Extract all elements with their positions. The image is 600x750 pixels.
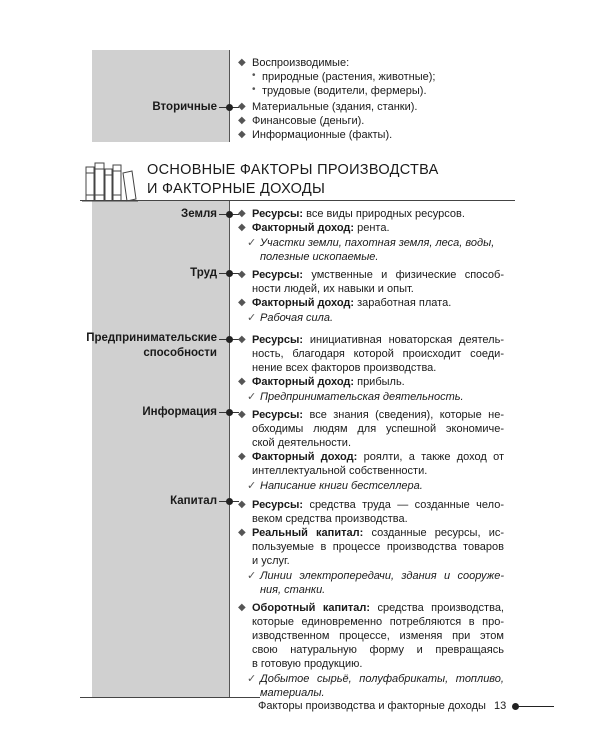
text-line: обходимы людям для успешной экономиче-	[252, 423, 504, 435]
text-line: изводственном процессе, изменяя при этом	[252, 630, 504, 642]
list-item: Материальные (здания, станки).	[252, 101, 418, 113]
diamond-bullet-icon: ◆	[238, 297, 246, 308]
text-line: интеллектуальной собственности.	[252, 465, 428, 477]
diamond-bullet-icon: ◆	[238, 115, 246, 126]
text-line: нение всех факторов производства.	[252, 362, 437, 374]
text-line: которые единовременно потребляются в про-	[252, 616, 504, 628]
text-line: ности людей, их навыки и опыт.	[252, 283, 414, 295]
diamond-bullet-icon: ◆	[238, 499, 246, 510]
connector-dot	[226, 409, 233, 416]
diamond-bullet-icon: ◆	[238, 269, 246, 280]
diamond-bullet-icon: ◆	[238, 129, 246, 140]
text-line: ской деятельности.	[252, 437, 351, 449]
text-line: Ресурсы: все знания (сведения), которые не-	[252, 409, 504, 421]
factor-label-entrepreneurship: Предпринимательские способности	[86, 332, 217, 359]
factor-label-land: Земля	[181, 208, 217, 220]
footer-running-title: Факторы производства и факторные доходы	[258, 700, 486, 712]
dot-bullet-icon: •	[252, 70, 256, 81]
text-line: Факторный доход: прибыль.	[252, 376, 405, 388]
connector-dot	[226, 270, 233, 277]
text-line: Факторный доход: роялти, а также доход от	[252, 451, 505, 463]
diamond-bullet-icon: ◆	[238, 527, 246, 538]
checkmark-icon: ✓	[247, 391, 257, 403]
text-line: пользуемые в процессе производства товаров	[252, 541, 504, 553]
text-line: Ресурсы: средства труда — созданные чело-	[252, 499, 504, 511]
text-line: в готовую продукцию.	[252, 658, 363, 670]
top-vertical-line	[229, 50, 230, 142]
connector-dot	[226, 336, 233, 343]
example-line: полезные ископаемые.	[260, 251, 379, 263]
checkmark-icon: ✓	[247, 312, 257, 324]
checkmark-icon: ✓	[247, 480, 257, 492]
page-number: 13	[494, 700, 507, 712]
list-item: Информационные (факты).	[252, 129, 393, 141]
text-line: и услуг.	[252, 555, 290, 567]
diamond-bullet-icon: ◆	[238, 376, 246, 387]
top-gray-panel	[92, 50, 229, 142]
example-line: Рабочая сила.	[260, 312, 334, 324]
text-line: Оборотный капитал: средства производства,	[252, 602, 504, 614]
list-item: Финансовые (деньги).	[252, 115, 365, 127]
factor-label-capital: Капитал	[170, 495, 217, 507]
diamond-bullet-icon: ◆	[238, 57, 246, 68]
list-item: Воспроизводимые:	[252, 57, 350, 69]
diamond-bullet-icon: ◆	[238, 222, 246, 233]
diamond-bullet-icon: ◆	[238, 602, 246, 613]
footer-rule	[80, 697, 260, 698]
checkmark-icon: ✓	[247, 673, 257, 685]
books-icon	[80, 159, 138, 203]
example-line: ния, станки.	[260, 584, 326, 596]
text-line: свою натуральную форму и превращаясь	[252, 644, 504, 656]
factor-label-labor: Труд	[190, 267, 217, 279]
diamond-bullet-icon: ◆	[238, 101, 246, 112]
text-line: ность, благодаря которой происходит соеди-	[252, 348, 504, 360]
section-title-line1: ОСНОВНЫЕ ФАКТОРЫ ПРОИЗВОДСТВА	[147, 162, 439, 178]
secondary-resources-label: Вторичные	[152, 101, 217, 113]
connector-dot	[226, 104, 233, 111]
example-line: Добытое сырьё, полуфабрикаты, топливо,	[260, 673, 504, 685]
factor-label-information: Информация	[142, 406, 217, 418]
text-line: Ресурсы: инициативная новаторская деятель-	[252, 334, 504, 346]
section-title-underline	[80, 200, 515, 201]
text-line: Факторный доход: рента.	[252, 222, 390, 234]
connector-dot	[226, 498, 233, 505]
section-title-line2: И ФАКТОРНЫЕ ДОХОДЫ	[147, 181, 326, 197]
checkmark-icon: ✓	[247, 237, 257, 249]
connector-dot	[226, 211, 233, 218]
diamond-bullet-icon: ◆	[238, 334, 246, 345]
list-subitem: трудовые (водители, фермеры).	[262, 85, 427, 97]
text-line: Реальный капитал: созданные ресурсы, ис-	[252, 527, 505, 539]
checkmark-icon: ✓	[247, 570, 257, 582]
dot-bullet-icon: •	[252, 84, 256, 95]
page-marker-line	[516, 706, 554, 707]
example-line: Написание книги бестселлера.	[260, 480, 423, 492]
text-line: Ресурсы: все виды природных ресурсов.	[252, 208, 465, 220]
diamond-bullet-icon: ◆	[238, 409, 246, 420]
list-subitem: природные (растения, животные);	[262, 71, 436, 83]
example-line: Участки земли, пахотная земля, леса, воды,	[260, 237, 495, 249]
example-line: Линии электропередачи, здания и сооруже-	[260, 570, 504, 582]
text-line: Факторный доход: заработная плата.	[252, 297, 452, 309]
diamond-bullet-icon: ◆	[238, 451, 246, 462]
diamond-bullet-icon: ◆	[238, 208, 246, 219]
text-line: Ресурсы: умственные и физические способ-	[252, 269, 504, 281]
example-line: материалы.	[260, 687, 325, 699]
example-line: Предпринимательская деятельность.	[260, 391, 464, 403]
text-line: веком средства производства.	[252, 513, 408, 525]
